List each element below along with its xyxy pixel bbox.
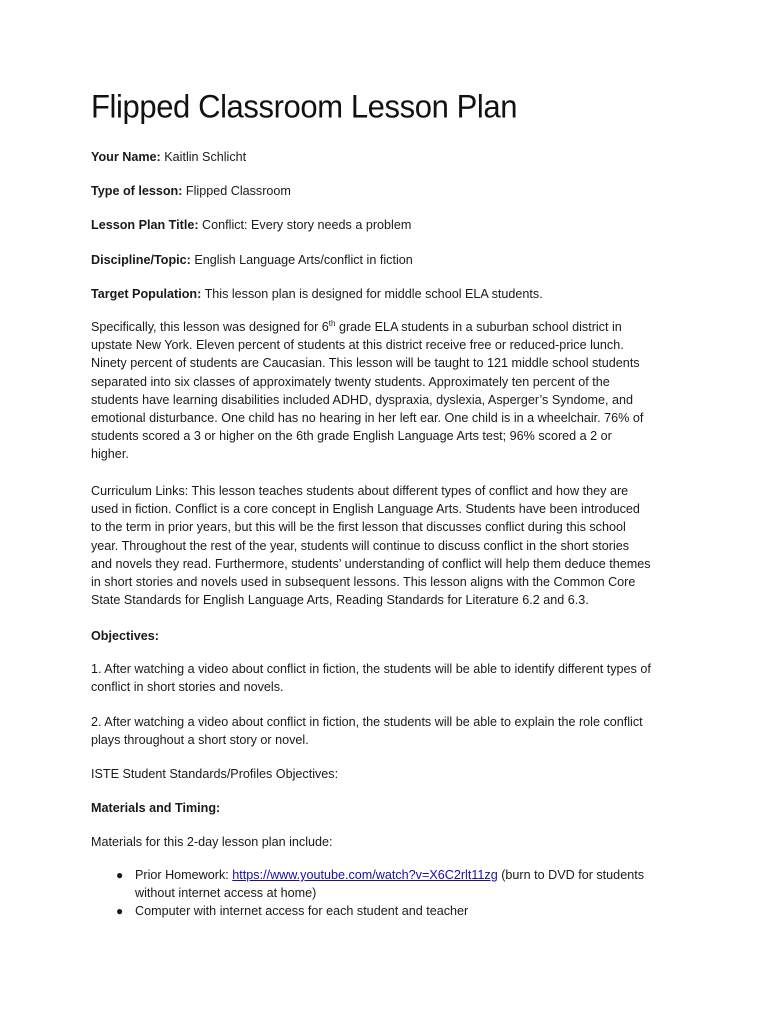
list-item: ● Prior Homework: https://www.youtube.com/watch?v=X6C2rlt11zg (burn to DVD for students without internet access at home) bbox=[116, 868, 644, 901]
paragraph-line: students have learning disabilities included ADHD, dyspraxia, dyslexia, Asperger’s Syndome, and bbox=[91, 392, 634, 407]
paragraph-line: Ninety percent of students are Caucasian. This lesson will be taught to 121 middle school students bbox=[91, 356, 640, 371]
discipline-topic-label: Discipline/Topic: bbox=[91, 253, 191, 267]
paragraph-line: and novels they read. Furthermore, students’ understanding of conflict will help them deduce themes bbox=[91, 556, 651, 571]
paragraph-line: emotional disturbance. One child has no hearing in her left ear. One child is in a wheelchair. 76% of bbox=[91, 411, 644, 426]
target-population-label: Target Population: bbox=[91, 287, 202, 301]
iste-objectives-line: ISTE Student Standards/Profiles Objectives: bbox=[91, 767, 339, 781]
materials-heading: Materials and Timing: bbox=[91, 801, 221, 815]
objective-1 bbox=[91, 660, 691, 696]
your-name-label: Your Name: bbox=[91, 150, 161, 164]
lesson-type-label: Type of lesson: bbox=[91, 184, 183, 198]
discipline-topic-value: English Language Arts/conflict in fiction bbox=[190, 253, 413, 267]
materials-intro: Materials for this 2-day lesson plan include: bbox=[91, 835, 333, 849]
page-title: Flipped Classroom Lesson Plan bbox=[91, 88, 518, 126]
paragraph-line: 1. After watching a video about conflict in fiction, the students will be able to identify different types of bbox=[91, 662, 651, 676]
bullet-icon: ● bbox=[116, 904, 124, 919]
objective-2 bbox=[91, 713, 691, 749]
lesson-type-value: Flipped Classroom bbox=[182, 184, 291, 198]
paragraph-line: State Standards for English Language Arts, Reading Standards for Literature 6.2 and 6.3. bbox=[91, 593, 589, 608]
paragraph-line: 2. After watching a video about conflict in fiction, the students will be able to explain the role conflict bbox=[91, 715, 643, 729]
discipline-topic-line bbox=[91, 251, 413, 269]
paragraph-line: plays throughout a short story or novel. bbox=[91, 733, 309, 748]
materials-list bbox=[91, 866, 691, 921]
list-item: ● Computer with internet access for each student and teacher bbox=[91, 902, 691, 920]
paragraph-line: upstate New York. Eleven percent of students at this district receive free or reduced-price lunch. bbox=[91, 338, 624, 353]
paragraph-line: Specifically, this lesson was designed for 6th grade ELA students in a suburban school district in bbox=[91, 319, 622, 334]
paragraph-line: in short stories and novels used in subsequent lessons. This lesson aligns with the Common Core bbox=[91, 575, 636, 590]
youtube-video-link[interactable]: https://www.youtube.com/watch?v=X6C2rlt11zg bbox=[232, 868, 498, 882]
lesson-plan-title-value: Conflict: Every story needs a problem bbox=[198, 218, 412, 232]
paragraph-line: Curriculum Links: This lesson teaches students about different types of conflict and how they are bbox=[91, 484, 629, 498]
paragraph-line: students scored a 3 or higher on the 6th grade English Language Arts test; 96% scored a 2 or bbox=[91, 429, 612, 444]
objectives-heading: Objectives: bbox=[91, 629, 159, 643]
target-population-value: This lesson plan is designed for middle school ELA students. bbox=[201, 287, 543, 301]
lesson-plan-title-label: Lesson Plan Title: bbox=[91, 218, 199, 232]
paragraph-line: higher. bbox=[91, 447, 129, 462]
paragraph-line: conflict in short stories and novels. bbox=[91, 680, 284, 695]
your-name-value: Kaitlin Schlicht bbox=[160, 150, 247, 164]
your-name-line bbox=[91, 148, 246, 166]
curriculum-links-paragraph bbox=[91, 482, 691, 609]
bullet-icon: ● bbox=[116, 868, 124, 882]
lesson-type-line bbox=[91, 182, 291, 200]
paragraph-line: used in fiction. Conflict is a core concept in English Language Arts. Students have been introduced bbox=[91, 502, 640, 517]
paragraph-line: separated into six classes of approximately twenty students. Approximately ten percent of the bbox=[91, 374, 610, 389]
target-population-line bbox=[91, 285, 543, 303]
specifically-paragraph bbox=[91, 318, 691, 464]
lesson-plan-title-line bbox=[91, 216, 411, 234]
paragraph-line: year. Throughout the rest of the year, students will continue to discuss conflict in the short stories bbox=[91, 538, 630, 553]
paragraph-line: to the term in prior years, but this will be the first lesson that discusses conflict during this school bbox=[91, 520, 626, 535]
